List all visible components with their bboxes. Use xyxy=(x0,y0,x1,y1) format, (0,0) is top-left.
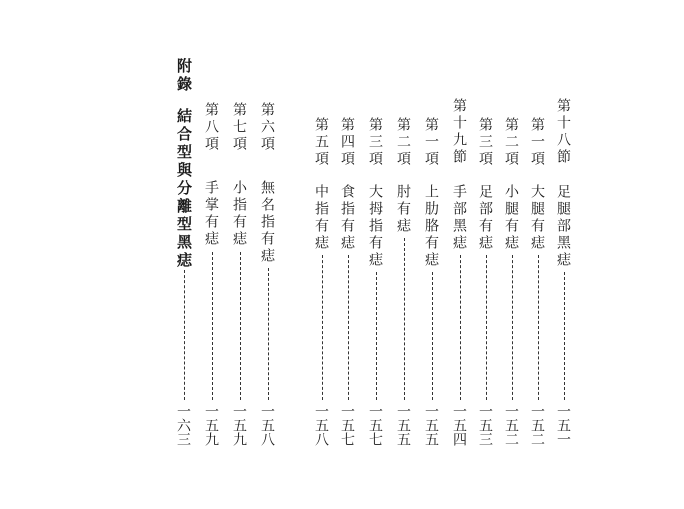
dot-leader xyxy=(212,252,213,400)
dot-leader xyxy=(376,272,377,400)
section-label: 第三項 xyxy=(477,117,493,168)
dot-leader xyxy=(512,255,513,400)
dot-leader xyxy=(486,255,487,400)
page-number: 一五九 xyxy=(231,404,247,446)
dot-leader xyxy=(184,270,185,400)
page-number: 一五七 xyxy=(339,404,355,446)
page-number: 一五八 xyxy=(313,404,329,446)
dot-leader xyxy=(322,255,323,400)
appendix-label: 附錄 xyxy=(175,58,193,94)
page-number: 一五二 xyxy=(503,404,519,446)
entry-title: 大拇指有痣 xyxy=(367,184,383,269)
section-label: 第六項 xyxy=(259,102,275,153)
section-label: 第二項 xyxy=(503,117,519,168)
dot-leader xyxy=(268,268,269,400)
entry-title: 肘有痣 xyxy=(395,184,411,235)
dot-leader xyxy=(404,238,405,400)
entry-title: 大腿有痣 xyxy=(529,184,545,252)
entry-title: 足部有痣 xyxy=(477,184,493,252)
entry-title: 無名指有痣 xyxy=(259,180,275,265)
section-label: 第五項 xyxy=(313,117,329,168)
section-label: 第二項 xyxy=(395,117,411,168)
page-number: 一五三 xyxy=(477,404,493,446)
entry-title: 足腿部黑痣 xyxy=(555,184,571,269)
entry-title: 小腿有痣 xyxy=(503,184,519,252)
dot-leader xyxy=(432,272,433,400)
section-label: 第八項 xyxy=(203,102,219,153)
section-label: 第四項 xyxy=(339,117,355,168)
section-label: 第十九節 xyxy=(451,98,467,166)
entry-title: 上肋胳有痣 xyxy=(423,184,439,269)
section-label: 第十八節 xyxy=(555,98,571,166)
section-label: 第一項 xyxy=(529,117,545,168)
entry-title: 手部黑痣 xyxy=(451,184,467,252)
section-label: 第七項 xyxy=(231,102,247,153)
dot-leader xyxy=(460,255,461,400)
page-number: 一五二 xyxy=(529,404,545,446)
page-number: 一五九 xyxy=(203,404,219,446)
section-label: 第一項 xyxy=(423,117,439,168)
page-number: 一五四 xyxy=(451,404,467,446)
page-number: 一六三 xyxy=(175,404,191,446)
dot-leader xyxy=(538,255,539,400)
page-number: 一五一 xyxy=(555,404,571,446)
page-number: 一五五 xyxy=(395,404,411,446)
page-number: 一五七 xyxy=(367,404,383,446)
dot-leader xyxy=(240,252,241,400)
entry-title: 小指有痣 xyxy=(231,180,247,248)
entry-title: 手掌有痣 xyxy=(203,180,219,248)
appendix-title: 結合型與分離型黑痣 xyxy=(175,108,193,270)
entry-title: 中指有痣 xyxy=(313,184,329,252)
entry-title: 食指有痣 xyxy=(339,184,355,252)
page-number: 一五五 xyxy=(423,404,439,446)
dot-leader xyxy=(348,255,349,400)
dot-leader xyxy=(564,272,565,400)
page-number: 一五八 xyxy=(259,404,275,446)
section-label: 第三項 xyxy=(367,117,383,168)
